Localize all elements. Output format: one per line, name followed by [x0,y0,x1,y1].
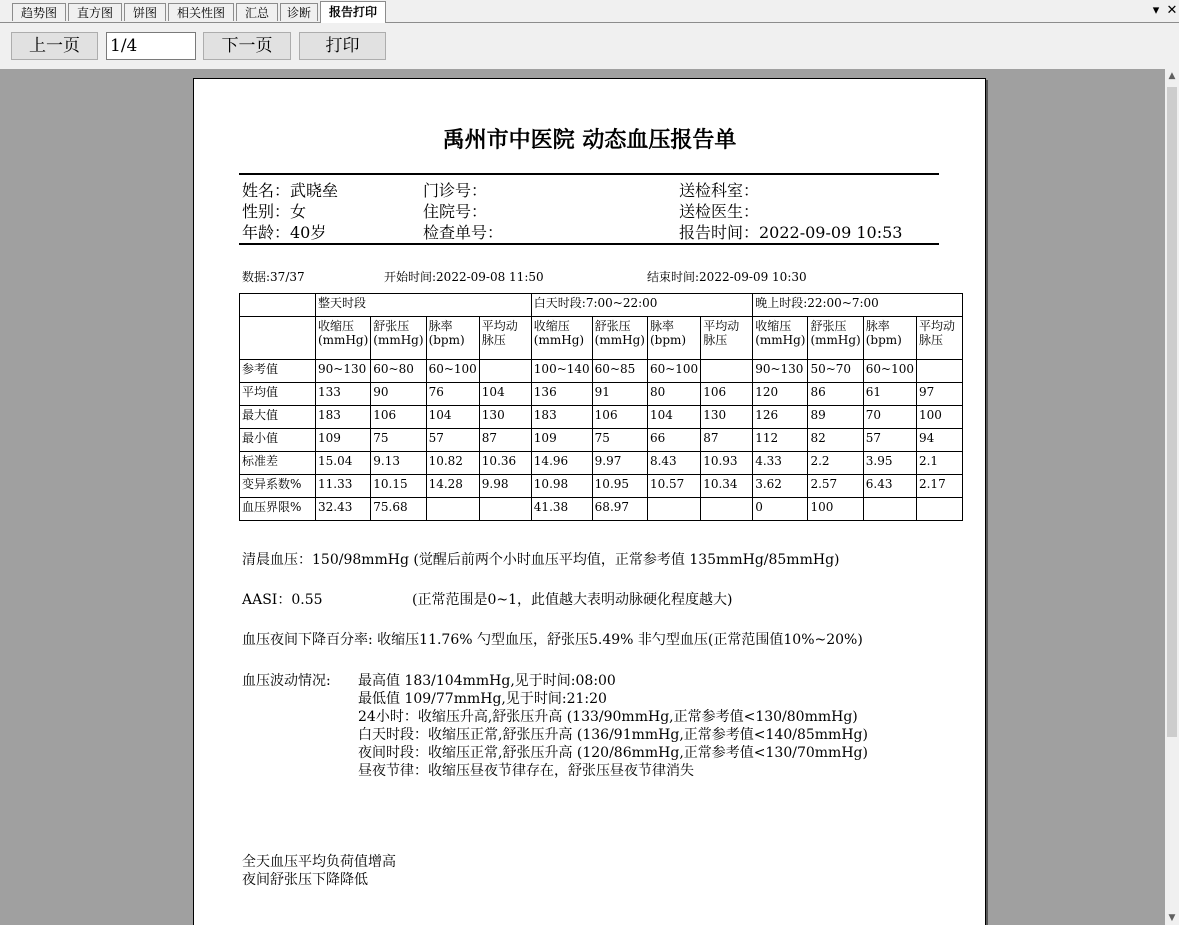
table-cell: 87 [479,429,531,452]
column-header-line: 平均动 [481,319,518,333]
column-header-line: 平均动 [703,319,740,333]
table-cell [916,360,962,383]
column-header-line: 收缩压 [755,319,792,333]
column-header-line: 舒张压 [594,319,631,333]
table-cell: 75 [371,429,426,452]
bp-statistics-table [239,293,963,521]
table-cell: 66 [647,429,700,452]
morning-bp: 清晨血压：150/98mmHg (觉醒后前两个小时血压平均值，正常参考值 135mmHg/85mmHg) [242,552,840,568]
tab-histogram[interactable]: 直方图 [68,3,122,21]
row-label: 平均值 [240,383,316,406]
table-cell: 10.36 [479,452,531,475]
fluctuation-label: 血压波动情况: [242,673,331,689]
table-row [240,406,963,429]
table-group-header: 整天时段 [316,294,532,317]
column-header-line: 脉压 [481,333,506,347]
print-button[interactable]: 打印 [299,32,386,60]
header-rule-top [239,173,939,175]
table-cell: 90 [371,383,426,406]
tab-strip [0,0,1179,23]
table-cell: 130 [701,406,753,429]
column-header-line: 收缩压 [318,319,355,333]
column-header-line: 脉率 [428,319,453,333]
table-cell: 126 [753,406,808,429]
table-row [240,360,963,383]
table-cell: 70 [863,406,916,429]
row-label: 标准差 [240,452,316,475]
table-subheader-row [240,317,963,360]
dropdown-icon[interactable]: ▾ [1152,3,1160,18]
table-cell: 9.98 [479,475,531,498]
table-corner-cell [240,317,316,360]
table-cell: 91 [592,383,647,406]
aasi-note: (正常范围是0~1，此值越大表明动脉硬化程度越大) [412,592,733,608]
column-header-line: (mmHg) [594,333,645,347]
data-count: 数据:37/37 [242,270,305,284]
column-header-line: (bpm) [428,333,465,347]
patient-gender: 性别：女 [242,202,307,221]
table-cell: 80 [647,383,700,406]
column-header-line: (bpm) [865,333,902,347]
table-cell: 100~140 [531,360,592,383]
table-cell: 61 [863,383,916,406]
row-label: 参考值 [240,360,316,383]
table-cell: 11.33 [316,475,371,498]
table-cell: 6.43 [863,475,916,498]
table-cell: 183 [531,406,592,429]
end-time: 结束时间:2022-09-09 10:30 [647,270,807,284]
column-header-line: 脉压 [918,333,943,347]
column-header-line: 舒张压 [373,319,410,333]
row-label: 最小值 [240,429,316,452]
table-cell: 100 [808,498,863,521]
table-cell [863,498,916,521]
table-cell: 10.93 [701,452,753,475]
table-column-header [426,317,479,360]
exam-number: 检查单号： [423,223,504,242]
page-number-input[interactable]: 1/4 [106,32,196,60]
table-cell: 3.95 [863,452,916,475]
table-cell: 60~100 [426,360,479,383]
column-header-line: (mmHg) [318,333,369,347]
referring-doctor: 送检医生： [679,202,760,221]
table-column-header [316,317,371,360]
table-cell: 4.33 [753,452,808,475]
table-cell: 112 [753,429,808,452]
table-cell: 106 [701,383,753,406]
table-cell: 9.13 [371,452,426,475]
prev-page-button[interactable]: 上一页 [11,32,98,60]
table-cell: 106 [592,406,647,429]
scrollbar-thumb[interactable] [1167,87,1177,737]
table-row [240,429,963,452]
inpatient-number: 住院号： [423,202,488,221]
table-cell: 14.96 [531,452,592,475]
table-cell: 14.28 [426,475,479,498]
table-cell: 136 [531,383,592,406]
table-cell: 10.57 [647,475,700,498]
table-header-row [240,294,963,317]
column-header-line: 收缩压 [533,319,570,333]
referring-dept: 送检科室： [679,181,760,200]
report-page [193,78,986,925]
table-cell: 10.95 [592,475,647,498]
table-column-header [863,317,916,360]
close-icon[interactable]: ✕ [1166,3,1178,18]
row-label: 最大值 [240,406,316,429]
table-column-header [371,317,426,360]
table-cell: 2.57 [808,475,863,498]
fluctuation-line: 昼夜节律：收缩压昼夜节律存在，舒张压昼夜节律消失 [358,763,694,779]
column-header-line: 脉压 [703,333,728,347]
table-cell: 9.97 [592,452,647,475]
table-column-header [753,317,808,360]
table-cell [701,498,753,521]
start-time: 开始时间:2022-09-08 11:50 [384,270,544,284]
table-cell: 60~80 [371,360,426,383]
table-cell: 50~70 [808,360,863,383]
table-cell: 76 [426,383,479,406]
table-cell: 133 [316,383,371,406]
tab-pie[interactable]: 饼图 [124,3,166,21]
report-time: 报告时间：2022-09-09 10:53 [679,223,903,242]
fluctuation-line: 最高值 183/104mmHg,见于时间:08:00 [358,673,616,689]
table-cell: 8.43 [647,452,700,475]
table-cell: 104 [426,406,479,429]
table-cell: 90~130 [753,360,808,383]
table-cell [479,360,531,383]
table-cell: 32.43 [316,498,371,521]
table-cell: 10.82 [426,452,479,475]
table-cell: 57 [426,429,479,452]
table-column-header [916,317,962,360]
table-cell: 87 [701,429,753,452]
table-cell [916,498,962,521]
fluctuation-line: 夜间时段：收缩压正常,舒张压升高 (120/86mmHg,正常参考值<130/70mmHg) [358,745,868,761]
column-header-line: 舒张压 [810,319,847,333]
table-column-header [531,317,592,360]
table-column-header [592,317,647,360]
table-cell: 15.04 [316,452,371,475]
scroll-up-icon[interactable]: ▲ [1168,71,1176,81]
table-cell [426,498,479,521]
table-group-header: 晚上时段:22:00~7:00 [753,294,963,317]
table-cell [647,498,700,521]
tab-trend[interactable]: 趋势图 [12,3,66,21]
column-header-line: 脉率 [649,319,674,333]
column-header-line: (mmHg) [755,333,806,347]
tab-report-print[interactable]: 报告打印 [320,1,386,23]
table-cell: 10.98 [531,475,592,498]
column-header-line: (mmHg) [810,333,861,347]
table-row [240,452,963,475]
table-cell: 2.1 [916,452,962,475]
vertical-scrollbar[interactable] [1165,69,1179,925]
table-row [240,498,963,521]
tab-summary[interactable]: 汇总 [236,3,278,21]
report-title: 禹州市中医院 动态血压报告单 [442,127,737,153]
table-cell: 60~100 [863,360,916,383]
table-cell: 0 [753,498,808,521]
conclusion-line: 夜间舒张压下降降低 [242,872,368,888]
column-header-line: 脉率 [865,319,890,333]
table-cell: 60~85 [592,360,647,383]
table-corner-cell [240,294,316,317]
table-group-header: 白天时段:7:00~22:00 [531,294,752,317]
column-header-line: (mmHg) [373,333,424,347]
table-cell: 120 [753,383,808,406]
table-cell: 94 [916,429,962,452]
row-label: 血压界限% [240,498,316,521]
table-cell: 109 [531,429,592,452]
table-column-header [808,317,863,360]
fluctuation-line: 24小时：收缩压升高,舒张压升高 (133/90mmHg,正常参考值<130/80mmHg) [358,709,858,725]
column-header-line: (mmHg) [533,333,585,347]
table-cell: 82 [808,429,863,452]
table-cell: 97 [916,383,962,406]
aasi-value: AASI：0.55 [242,592,323,608]
column-header-line: 平均动 [918,319,955,333]
table-cell: 2.17 [916,475,962,498]
patient-name: 姓名：武晓垒 [242,181,339,200]
toolbar [0,23,1179,69]
tab-diagnosis[interactable]: 诊断 [280,3,318,21]
table-cell: 41.38 [531,498,592,521]
table-cell: 90~130 [316,360,371,383]
column-header-line: (bpm) [649,333,687,347]
table-row [240,383,963,406]
next-page-button[interactable]: 下一页 [203,32,291,60]
table-cell: 109 [316,429,371,452]
table-column-header [647,317,700,360]
table-cell: 75.68 [371,498,426,521]
table-cell: 100 [916,406,962,429]
conclusion-line: 全天血压平均负荷值增高 [242,854,396,870]
table-cell: 3.62 [753,475,808,498]
tab-correlation[interactable]: 相关性图 [168,3,234,21]
scroll-down-icon[interactable]: ▼ [1168,913,1176,923]
fluctuation-line: 白天时段：收缩压正常,舒张压升高 (136/91mmHg,正常参考值<140/85mmHg) [358,727,868,743]
table-cell [701,360,753,383]
table-cell [479,498,531,521]
table-cell: 57 [863,429,916,452]
table-cell: 2.2 [808,452,863,475]
table-row [240,475,963,498]
table-column-header [701,317,753,360]
print-preview-area [0,69,1165,925]
table-cell: 89 [808,406,863,429]
table-cell: 130 [479,406,531,429]
clinic-number: 门诊号： [423,181,488,200]
table-cell: 60~100 [647,360,700,383]
row-label: 变异系数% [240,475,316,498]
patient-age: 年龄：40岁 [242,223,327,242]
table-cell: 104 [479,383,531,406]
table-cell: 86 [808,383,863,406]
fluctuation-line: 最低值 109/77mmHg,见于时间:21:20 [358,691,607,707]
night-drop-rate: 血压夜间下降百分率: 收缩压11.76% 勺型血压，舒张压5.49% 非勺型血压(正常范围值10%~20%) [242,632,863,648]
header-rule-bottom [239,243,939,245]
table-cell: 10.34 [701,475,753,498]
table-cell: 10.15 [371,475,426,498]
table-cell: 106 [371,406,426,429]
table-column-header [479,317,531,360]
table-cell: 75 [592,429,647,452]
table-cell: 104 [647,406,700,429]
table-cell: 68.97 [592,498,647,521]
table-cell: 183 [316,406,371,429]
